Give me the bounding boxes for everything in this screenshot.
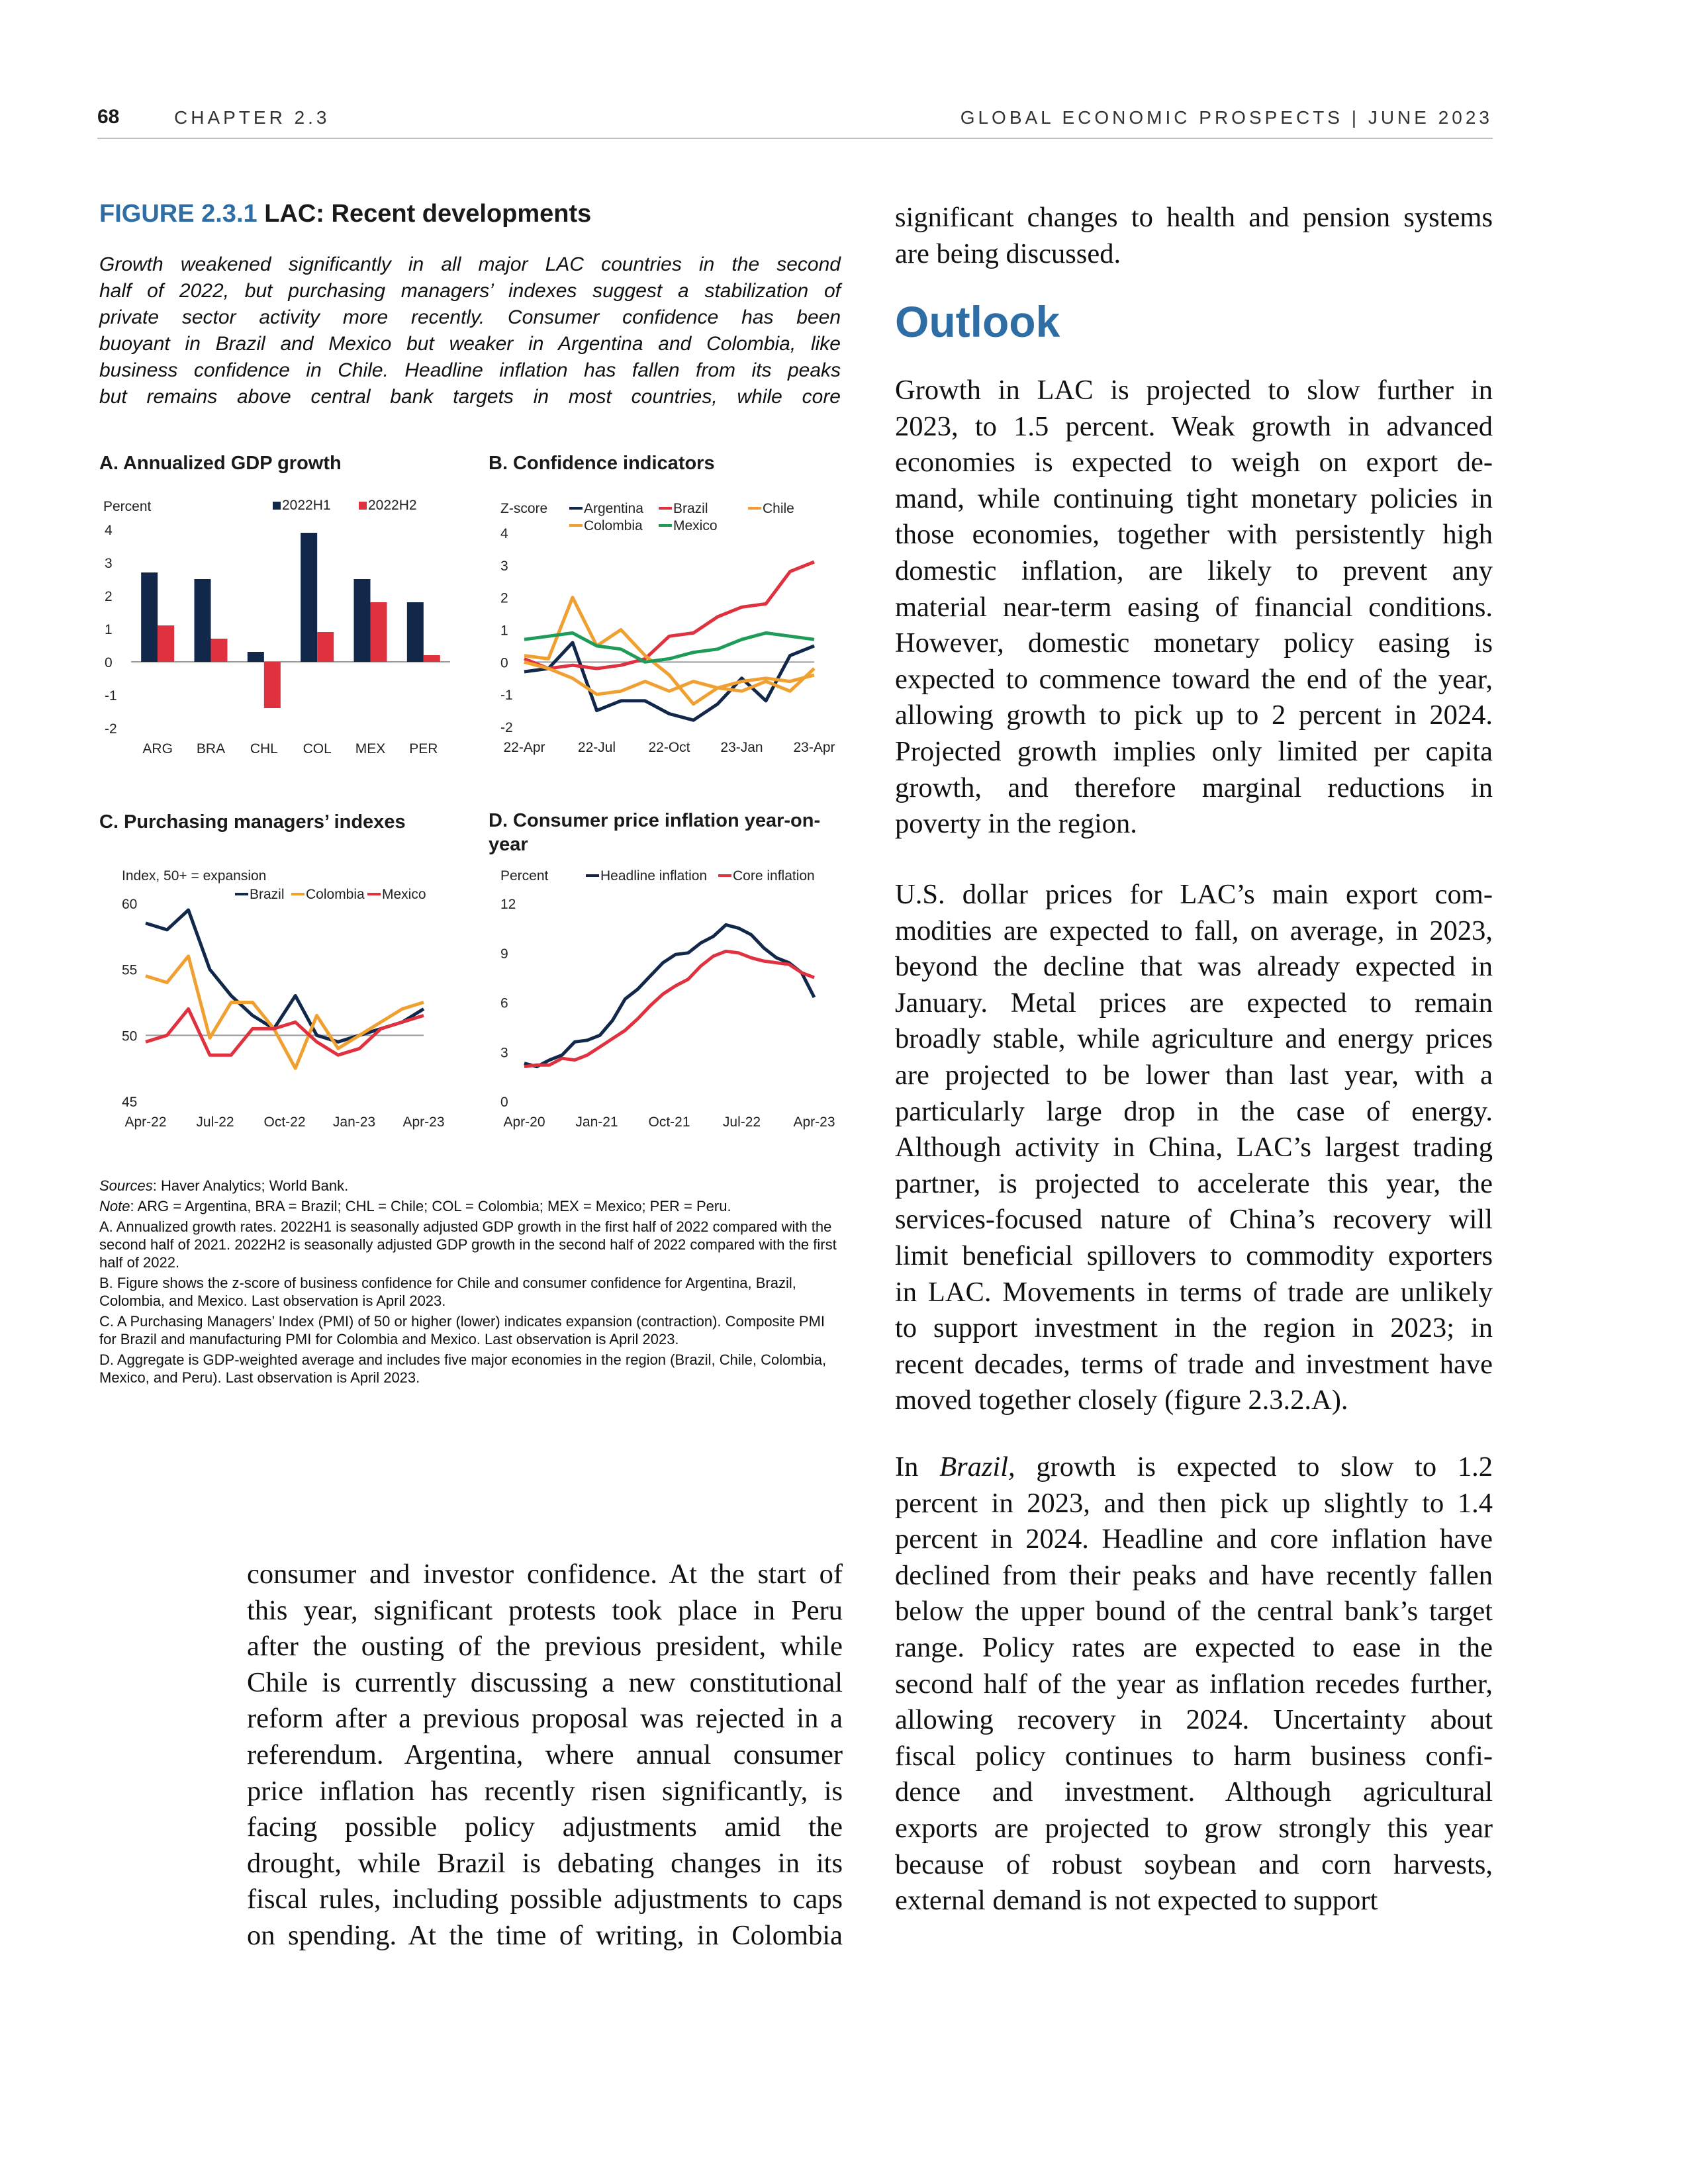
y-tick-label: 55 (122, 962, 138, 978)
caption-line: half of 2022, but purchasing managers’ indexes suggest a stabilization of (99, 280, 841, 302)
outlook-heading: Outlook (895, 297, 1060, 346)
bar-2022h1-chl (248, 652, 264, 662)
body-line: those economies, together with persistently high (895, 519, 1493, 551)
bar-2022h1-per (407, 602, 424, 662)
body-line: reform after a previous proposal was rejected in a (247, 1703, 843, 1735)
figure-title (99, 200, 591, 228)
x-tick-label: Oct-22 (263, 1115, 306, 1130)
body-line: facing possible policy adjustments amid the (247, 1811, 843, 1843)
x-tick-label: 23-Jan (720, 740, 763, 755)
body-line: allowing growth to pick up to 2 percent in 2024. (895, 700, 1493, 731)
body-line: referendum. Argentina, where annual consumer (247, 1739, 843, 1770)
body-line: this year, significant protests took place in Peru (247, 1594, 843, 1626)
body-line: moved together closely (figure 2.3.2.A). (895, 1385, 1348, 1416)
body-line: declined from their peaks and have recently fallen (895, 1559, 1493, 1591)
note-text: : ARG = Argentina, BRA = Brazil; CHL = Chile; COL = Colombia; MEX = Mexico; PER = Peru. (130, 1198, 731, 1214)
legend-label: Core inflation (733, 868, 815, 884)
caption-line: Growth weakened significantly in all major LAC countries in the second (99, 253, 841, 275)
body-line: 2023, to 1.5 percent. Weak growth in advanced (895, 410, 1493, 442)
legend-label: Mexico (673, 518, 718, 533)
body-line: exports are projected to grow strongly this year (895, 1812, 1493, 1844)
legend-label: Chile (763, 501, 794, 516)
body-line: expected to commence toward the end of the year, (895, 663, 1493, 695)
legend-label: Mexico (382, 887, 426, 902)
series-line-chile (524, 598, 814, 704)
x-tick-label: Apr-23 (402, 1115, 445, 1130)
bar-2022h1-mex (354, 579, 371, 662)
bar-2022h1-arg (141, 572, 158, 662)
body-line (895, 1449, 1493, 1486)
body-line: are being discussed. (895, 238, 1121, 269)
legend-swatch (359, 502, 367, 510)
body-line: percent in 2024. Headline and core inflation have (895, 1524, 1493, 1555)
sources-label: Sources (99, 1177, 153, 1194)
x-tick-label: MEX (355, 741, 386, 756)
body-line: to support investment in the region in 2023; in (895, 1312, 1493, 1344)
body-line: mand, while continuing tight monetary policies in (895, 482, 1493, 514)
outlook-paragraph-2 (895, 877, 1493, 1419)
body-line: recent decades, terms of trade and investment have (895, 1348, 1493, 1380)
bar-2022h1-bra (195, 579, 211, 662)
y-axis-label: Index, 50+ = expansion (122, 868, 267, 884)
outlook-paragraph-3 (895, 1449, 1493, 1919)
legend-label: 2022H1 (282, 498, 331, 513)
body-line: are projected to be lower than last year, with a (895, 1059, 1493, 1091)
panel-d-title (489, 809, 820, 856)
panel-c-title: C. Purchasing managers’ indexes (99, 811, 406, 833)
sources-note (99, 1177, 841, 1195)
bar-2022h2-mex (371, 602, 387, 662)
x-tick-label: PER (409, 741, 438, 756)
body-line: Growth in LAC is projected to slow further in (895, 375, 1493, 406)
body-line: U.S. dollar prices for LAC’s main export com- (895, 879, 1493, 910)
x-tick-label: Apr-22 (124, 1115, 167, 1130)
figure-caption (99, 251, 841, 410)
body-line: below the upper bound of the central bank’s target (895, 1596, 1493, 1627)
figure-notes (99, 1177, 841, 1389)
x-tick-label: 22-Apr (503, 740, 545, 755)
body-line: allowing recovery in 2024. Uncertainty about (895, 1704, 1493, 1736)
right-intro-text (895, 200, 1493, 272)
note-label: Note (99, 1198, 130, 1214)
caption-line: buoyant in Brazil and Mexico but weaker in Argentina and Colombia, like (99, 333, 841, 355)
abbrev-note (99, 1197, 841, 1215)
body-line: growth, and therefore marginal reductions in (895, 772, 1493, 803)
note-d: D. Aggregate is GDP-weighted average and includes five major economies in the region (Brazil, Chile, Colombia, Mexico, and Peru). Last observation is April 2023. (99, 1351, 827, 1386)
legend-label: Colombia (584, 518, 643, 533)
y-tick-label: 0 (500, 655, 508, 671)
x-tick-label: Apr-23 (793, 1115, 835, 1130)
body-line: beyond the decline that was already expected in (895, 951, 1493, 983)
bar-2022h2-arg (158, 625, 174, 662)
para3-first-rest: growth is expected to slow to 1.2 (1036, 1451, 1493, 1482)
x-tick-label: Apr-20 (503, 1115, 545, 1130)
x-tick-label: Oct-21 (648, 1115, 690, 1130)
left-column-text (247, 1557, 843, 1954)
y-axis-label: Percent (500, 868, 549, 884)
chart-a-gdp-growth (93, 490, 463, 768)
bar-2022h2-per (424, 655, 440, 662)
caption-line: business confidence in Chile. Headline inflation has fallen from its peaks (99, 359, 841, 381)
body-line: after the ousting of the previous president, while (247, 1631, 843, 1662)
para3-first-word: In (895, 1451, 919, 1482)
legend-label: Colombia (306, 887, 365, 902)
x-tick-label: 23-Apr (793, 740, 835, 755)
body-line: fiscal rules, including possible adjustments to caps (247, 1884, 843, 1915)
note-b: B. Figure shows the z-score of business confidence for Chile and consumer confidence for Argentina, Brazil, Colombia, and Mexico. Last observation is April 2023. (99, 1275, 796, 1309)
legend-label: Brazil (673, 501, 708, 516)
x-tick-label: CHL (250, 741, 278, 756)
bar-2022h1-col (301, 533, 317, 662)
body-line: Chile is currently discussing a new constitutional (247, 1666, 843, 1698)
x-tick-label: 22-Jul (577, 740, 616, 755)
body-line: drought, while Brazil is debating changes in its (247, 1847, 843, 1879)
body-line: consumer and investor confidence. At the start of (247, 1559, 843, 1590)
body-line: limit beneficial spillovers to commodity exporters (895, 1240, 1493, 1271)
body-line: fiscal policy continues to harm business confi- (895, 1740, 1493, 1772)
y-tick-label: -1 (105, 688, 117, 704)
series-line-argentina (524, 643, 814, 720)
y-axis-label: Percent (103, 499, 152, 514)
caption-line: private sector activity more recently. Consumer confidence has been (99, 306, 841, 328)
x-tick-label: Jan-23 (332, 1115, 376, 1130)
panel-b-title: B. Confidence indicators (489, 453, 715, 474)
x-tick-label: Jul-22 (722, 1115, 761, 1130)
x-tick-label: ARG (142, 741, 173, 756)
para3-country: Brazil, (939, 1451, 1015, 1482)
figure-number: FIGURE 2.3.1 (99, 200, 258, 228)
y-tick-label: -2 (105, 721, 117, 737)
body-line: external demand is not expected to support (895, 1885, 1378, 1917)
body-line: price inflation has recently risen significantly, is (247, 1775, 843, 1807)
y-tick-label: 1 (500, 623, 508, 639)
y-tick-label: 60 (122, 897, 138, 912)
y-tick-label: 2 (500, 590, 508, 606)
y-tick-label: 9 (500, 946, 508, 962)
x-tick-label: Jan-21 (575, 1115, 618, 1130)
bar-2022h2-col (317, 632, 334, 662)
body-line: in LAC. Movements in terms of trade are unlikely (895, 1276, 1493, 1308)
panel-a-title: A. Annualized GDP growth (99, 453, 342, 474)
y-axis-label: Z-score (500, 501, 548, 516)
body-line: services-focused nature of China’s recovery will (895, 1204, 1493, 1236)
bar-2022h2-bra (211, 639, 228, 662)
y-tick-label: 3 (105, 556, 113, 571)
body-line: domestic inflation, are likely to prevent any (895, 555, 1493, 586)
caption-line: but remains above central bank targets in most countries, while core (99, 386, 841, 408)
y-tick-label: 6 (500, 995, 508, 1011)
panel-d-title-line: year (489, 834, 528, 855)
chart-c-pmi (93, 860, 463, 1145)
series-line-headline-inflation (524, 925, 814, 1066)
body-line: economies is expected to weigh on export de- (895, 447, 1493, 478)
body-line: Projected growth implies only limited per capita (895, 735, 1493, 767)
y-tick-label: 0 (500, 1095, 508, 1110)
sources-text: : Haver Analytics; World Bank. (152, 1177, 349, 1194)
chart-b-confidence (477, 490, 847, 768)
body-line: poverty in the region. (895, 808, 1137, 840)
body-line: However, domestic monetary policy easing is (895, 627, 1493, 659)
body-line: particularly large drop in the case of energy. (895, 1095, 1493, 1127)
y-tick-label: 2 (105, 589, 113, 604)
figure-title-text: LAC: Recent developments (264, 200, 592, 228)
body-line: because of robust soybean and corn harvests, (895, 1848, 1493, 1880)
body-line: material near-term easing of financial conditions. (895, 591, 1493, 623)
body-line: Although activity in China, LAC’s largest trading (895, 1132, 1493, 1163)
header-rule (97, 138, 1493, 139)
y-tick-label: 3 (500, 1045, 508, 1061)
body-line: January. Metal prices are expected to remain (895, 987, 1493, 1019)
body-line: modities are expected to fall, on average, in 2023, (895, 915, 1493, 946)
legend-label: Argentina (584, 501, 643, 516)
page-number: 68 (97, 106, 120, 128)
report-title: GLOBAL ECONOMIC PROSPECTS | JUNE 2023 (960, 107, 1493, 128)
y-tick-label: -1 (500, 688, 513, 704)
body-line: range. Policy rates are expected to ease in the (895, 1631, 1493, 1663)
body-line: second half of the year as inflation recedes further, (895, 1668, 1493, 1700)
legend-label: Brazil (250, 887, 285, 902)
chapter-label: CHAPTER 2.3 (174, 107, 330, 128)
x-tick-label: BRA (196, 741, 226, 756)
legend-label: Headline inflation (600, 868, 708, 884)
body-line: percent in 2023, and then pick up slightly to 1.4 (895, 1487, 1493, 1519)
note-c: C. A Purchasing Managers’ Index (PMI) of 50 or higher (lower) indicates expansion (contraction). Composite PMI for Brazil and manufacturing PMI for Colombia and Mexico. Last observation is April 2023. (99, 1313, 825, 1347)
panel-d-title-line: D. Consumer price inflation year-on- (489, 810, 821, 831)
note-a: A. Annualized growth rates. 2022H1 is seasonally adjusted GDP growth in the first half of 2022 compared with the second half of 2021. 2022H2 is seasonally adjusted GDP growth in the second half of 2022 compared with the first half of 2022. (99, 1218, 837, 1271)
bar-2022h2-chl (264, 662, 281, 708)
y-tick-label: -2 (500, 720, 513, 735)
legend-label: 2022H2 (368, 498, 417, 513)
y-tick-label: 1 (105, 622, 113, 637)
body-line: dence and investment. Although agricultural (895, 1776, 1493, 1808)
x-tick-label: 22-Oct (648, 740, 690, 755)
y-tick-label: 4 (105, 523, 113, 538)
outlook-paragraph-1 (895, 373, 1493, 842)
body-line: on spending. At the time of writing, in Colombia (247, 1919, 843, 1951)
body-line: significant changes to health and pension systems (895, 202, 1493, 233)
y-tick-label: 4 (500, 526, 508, 541)
y-tick-label: 12 (500, 897, 516, 912)
y-tick-label: 50 (122, 1028, 138, 1044)
y-tick-label: 3 (500, 558, 508, 574)
series-line-brazil (524, 562, 814, 668)
legend-swatch (273, 502, 281, 510)
body-line: partner, is projected to accelerate this year, the (895, 1167, 1493, 1199)
body-line: broadly stable, while agriculture and energy prices (895, 1023, 1493, 1055)
y-tick-label: 45 (122, 1095, 138, 1110)
x-tick-label: COL (303, 741, 332, 756)
y-tick-label: 0 (105, 655, 113, 670)
x-tick-label: Jul-22 (196, 1115, 234, 1130)
chart-d-inflation (477, 860, 847, 1145)
